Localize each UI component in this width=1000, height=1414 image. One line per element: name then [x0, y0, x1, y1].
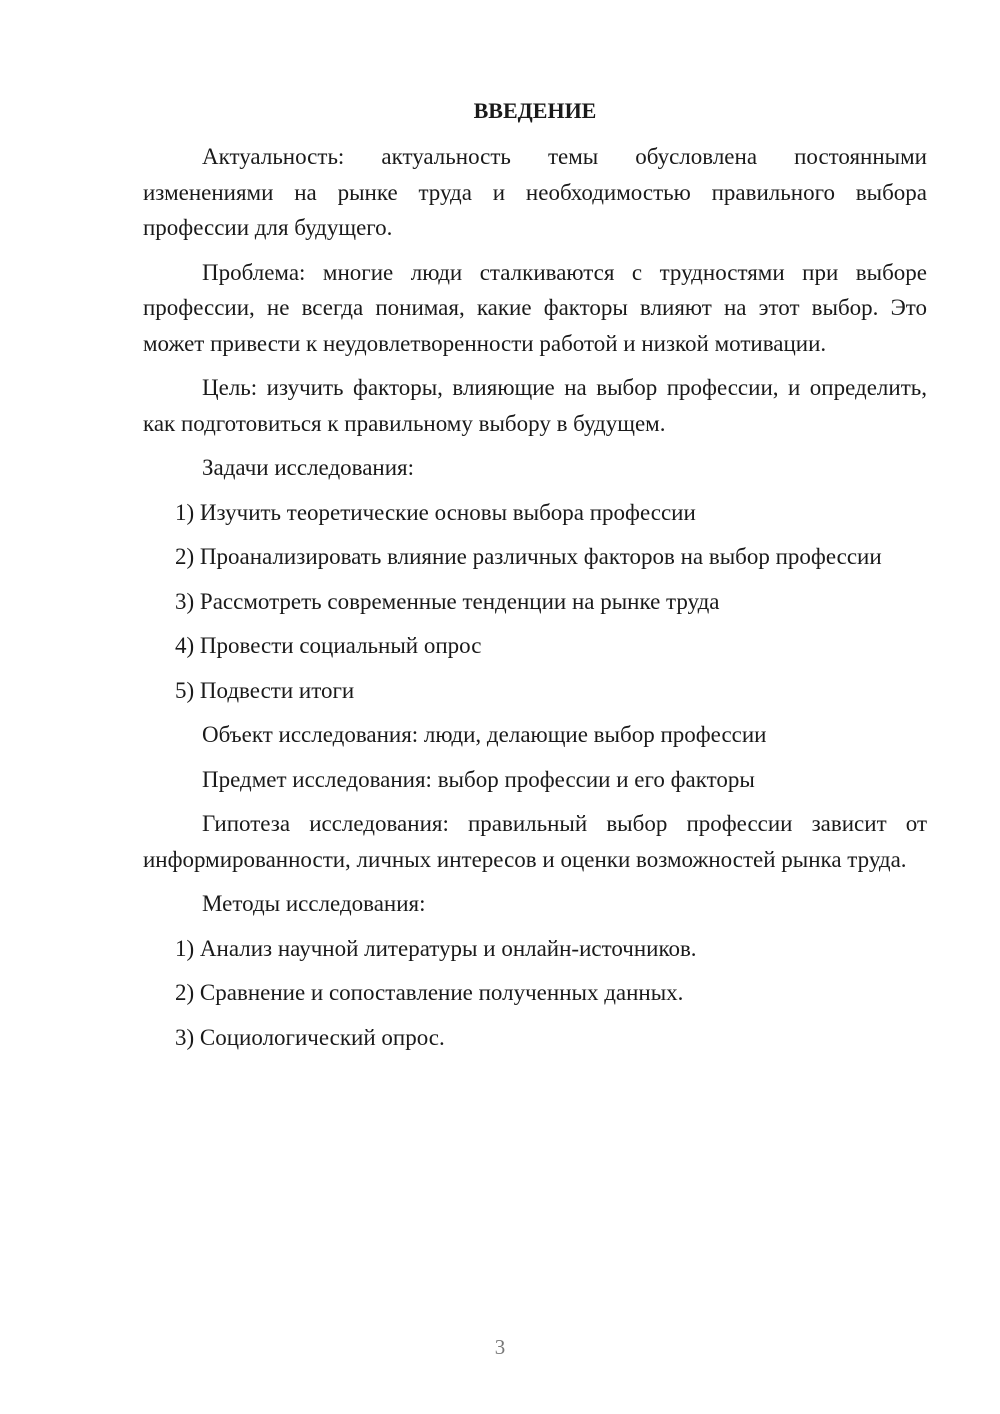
task-item-4: 4) Провести социальный опрос	[175, 633, 482, 658]
subject-paragraph: Предмет исследования: выбор профессии и его факторы	[202, 766, 755, 792]
goal-paragraph: Цель: изучить факторы, влияющие на выбор профессии, и определить, как подготовиться к правильному выбору в будущем.	[143, 375, 927, 436]
task-item-1: 1) Изучить теоретические основы выбора профессии	[175, 499, 696, 525]
section-heading: ВВЕДЕНИЕ	[473, 98, 597, 123]
task-item-5: 5) Подвести итоги	[175, 677, 355, 703]
method-item-3: 3) Социологический опрос.	[175, 1024, 445, 1050]
task-item-2: 2) Проанализировать влияние различных факторов на выбор профессии	[175, 544, 882, 569]
problem-paragraph: Проблема: многие люди сталкиваются с трудностями при выборе профессии, не всегда понимая, какие факторы влияют на этот выбор. Это может привести к неудовлетворенности работой и низкой мотивации.	[143, 259, 927, 356]
method-item-2: 2) Сравнение и сопоставление полученных данных.	[175, 980, 684, 1005]
hypothesis-paragraph: Гипотеза исследования: правильный выбор профессии зависит от информированности, личных интересов и оценки возможностей рынка труда.	[143, 811, 927, 872]
document-page	[143, 96, 927, 1064]
methods-title: Методы исследования:	[202, 891, 426, 916]
method-item-1: 1) Анализ научной литературы и онлайн-источников.	[175, 935, 697, 961]
task-item-3: 3) Рассмотреть современные тенденции на рынке труда	[175, 588, 720, 614]
tasks-title: Задачи исследования:	[202, 455, 415, 480]
relevance-paragraph: Актуальность: актуальность темы обусловлена постоянными изменениями на рынке труда и необходимостью правильного выбора профессии для будущего.	[143, 144, 927, 240]
object-paragraph: Объект исследования: люди, делающие выбор профессии	[202, 722, 767, 747]
page-number: 3	[494, 1335, 506, 1359]
